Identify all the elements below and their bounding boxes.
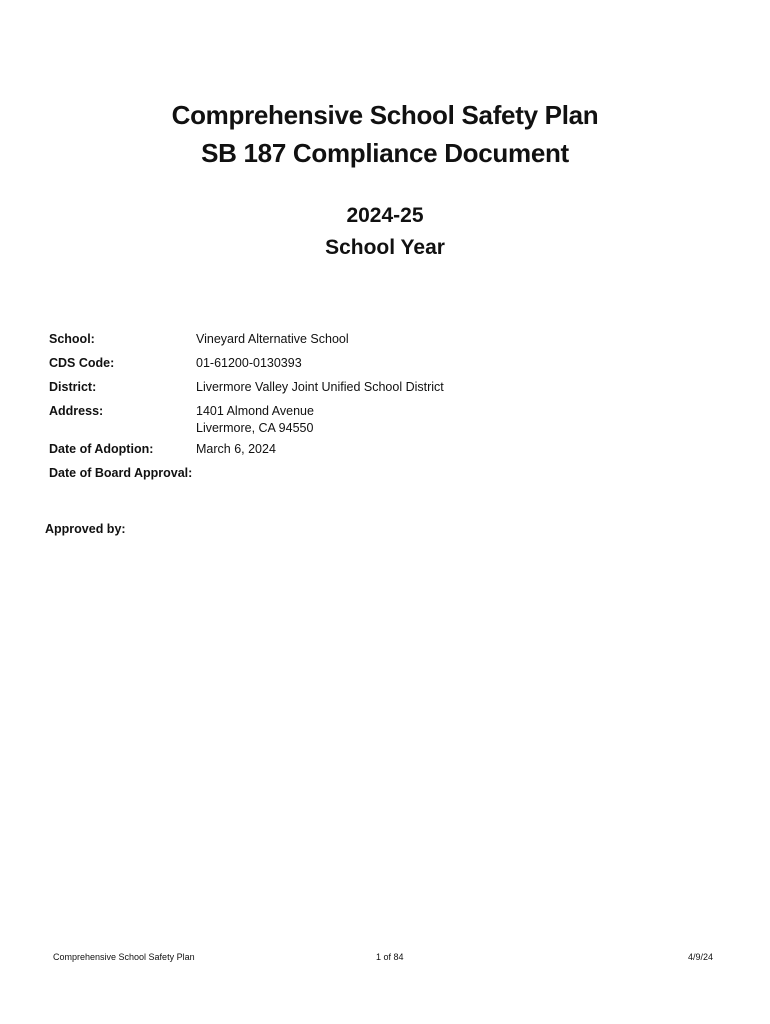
school-year-label: School Year — [325, 236, 445, 259]
address-line-2: Livermore, CA 94550 — [196, 421, 314, 435]
info-row-date-of-adoption — [49, 441, 444, 458]
district-label: District: — [49, 380, 97, 394]
school-info-table — [49, 331, 444, 489]
date-of-adoption-value: March 6, 2024 — [196, 442, 276, 456]
cds-code-value: 01-61200-0130393 — [196, 356, 302, 370]
footer-document-title: Comprehensive School Safety Plan — [53, 952, 195, 962]
school-year-range: 2024-25 — [346, 204, 424, 227]
info-row-district — [49, 379, 444, 396]
footer-page-number: 1 of 84 — [376, 952, 404, 962]
address-label: Address: — [49, 404, 104, 418]
approved-by-label: Approved by: — [45, 522, 126, 536]
info-row-cds-code — [49, 355, 444, 372]
info-row-date-of-board-approval — [49, 465, 444, 482]
school-label: School: — [49, 332, 95, 346]
date-of-adoption-label: Date of Adoption: — [49, 442, 154, 456]
school-value: Vineyard Alternative School — [196, 332, 349, 346]
info-row-address — [49, 403, 444, 437]
footer-date: 4/9/24 — [687, 952, 713, 962]
title-line-1: Comprehensive School Safety Plan — [171, 100, 599, 130]
document-title — [0, 96, 770, 172]
cds-code-label: CDS Code: — [49, 356, 115, 370]
date-of-board-approval-label: Date of Board Approval: — [49, 466, 193, 480]
address-line-1: 1401 Almond Avenue — [196, 404, 314, 418]
district-value: Livermore Valley Joint Unified School District — [196, 380, 444, 394]
title-line-2: SB 187 Compliance Document — [201, 138, 569, 168]
info-row-school — [49, 331, 444, 348]
school-year — [0, 200, 770, 264]
address-value — [196, 403, 314, 437]
